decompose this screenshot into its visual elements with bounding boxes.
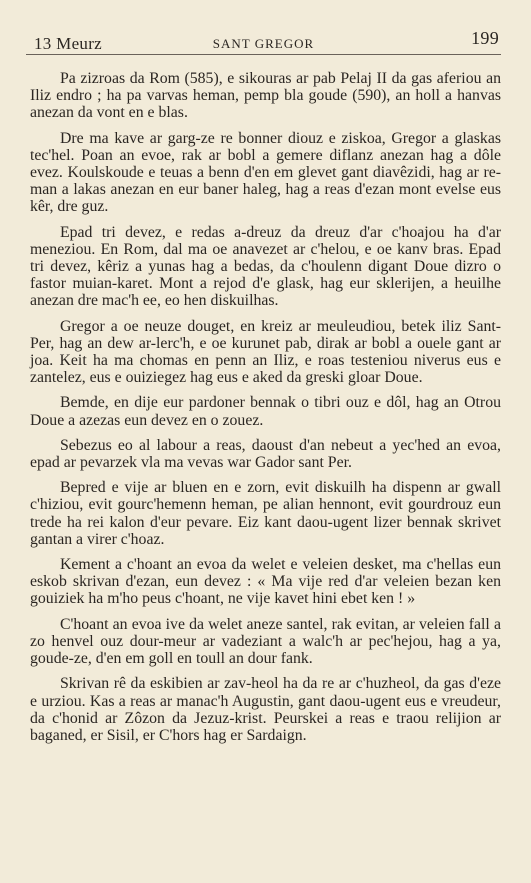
- header-date: 13 Meurz: [34, 34, 103, 53]
- page-number: 199: [471, 28, 499, 48]
- paragraph: Epad tri devez, e redas a-dreuz da dreuz d'ar c'hoajou ha d'ar meneziou. En Rom, dal ma oe anavezet ar c'helou, e oe kanv bras. Epad tri devez, kêriz a yunas hag a bedas, da c'houlenn digant Doue dizro o fastor muian-karet. Mont a rejod d'e glask, hag eur sklerijen, a heuilhe anezan dre mac'h ee, eo hen diskuilhas.: [30, 223, 501, 310]
- paragraph: Skrivan rê da eskibien ar zav-heol ha da re ar c'huzheol, da gas d'eze e urziou. Kas a reas ar manac'h Augustin, gant daou-ugent eus e vreudeur, da c'honid ar Zôzon da Jezuz-krist. Peurskei a reas e traou relijion ar baganed, er Sisil, er C'hors hag er Sardaign.: [30, 675, 501, 744]
- paragraph: Sebezus eo al labour a reas, daoust d'an nebeut a yec'hed an evoa, epad ar pevarzek vla ma vevas war Gador sant Per.: [30, 436, 501, 472]
- running-header: [26, 26, 501, 55]
- paragraph: Gregor a oe neuze douget, en kreiz ar meuleudiou, betek iliz Sant-Per, hag an dew ar-lerc'h, e oe kurunet pab, dirak ar bobl a ouele gant ar joa. Keit ha ma chomas en penn an Iliz, e roas testeniou niverus eus e zantelez, eus e ouiziegez hag eus e aked da greski gloar Doue.: [30, 317, 501, 387]
- paragraph: Kement a c'hoant an evoa da welet e veleien desket, ma c'hellas eun eskob skrivan d'ezan, eun devez : « Ma vije red d'ar veleien bezan ken gouiziek ha m'ho peus c'hoant, ne vije kavet hini ebet ken ! »: [30, 556, 501, 608]
- paragraph: C'hoant an evoa ive da welet aneze santel, rak evitan, ar veleien fall a zo henvel ouz dour-meur ar vadeziant a walc'h ar pec'hejou, hag a ya, goude-ze, d'en em goll en toull an dour fank.: [30, 615, 501, 668]
- paragraph: Bepred e vije ar bluen en e zorn, evit diskuilh ha dispenn ar gwall c'hiziou, evit gourc'hemenn heman, pe alian hennont, evit gourdrouz eun trede ha rei kalon d'eur pevare. Eiz kant daou-ugent lizer bennak skrivet gantan a virer c'hoaz.: [30, 479, 501, 548]
- body-text: [30, 70, 501, 752]
- header-title: SANT GREGOR: [212, 36, 315, 51]
- paragraph: Pa zizroas da Rom (585), e sikouras ar pab Pelaj II da gas aferiou an Iliz endro ; ha pa varvas heman, pemp bla goude (590), an holl a hanvas anezan da vont en e blas.: [30, 70, 501, 122]
- paragraph: Dre ma kave ar garg-ze re bonner diouz e ziskoa, Gregor a glaskas tec'hel. Poan an evoe, rak ar bobl a gemere diflanz anezan hag a dôle evez. Koulskoude e teuas a benn d'en em glevet gant diavêzidi, hag ar re-man a lakas anezan en eur baner haleg, hag a reas d'ezan mont evelse eus kêr, dre guz.: [30, 129, 501, 216]
- paragraph: Bemde, en dije eur pardoner bennak o tibri ouz e dôl, hag an Otrou Doue a azezas eun devez en o zouez.: [30, 394, 501, 429]
